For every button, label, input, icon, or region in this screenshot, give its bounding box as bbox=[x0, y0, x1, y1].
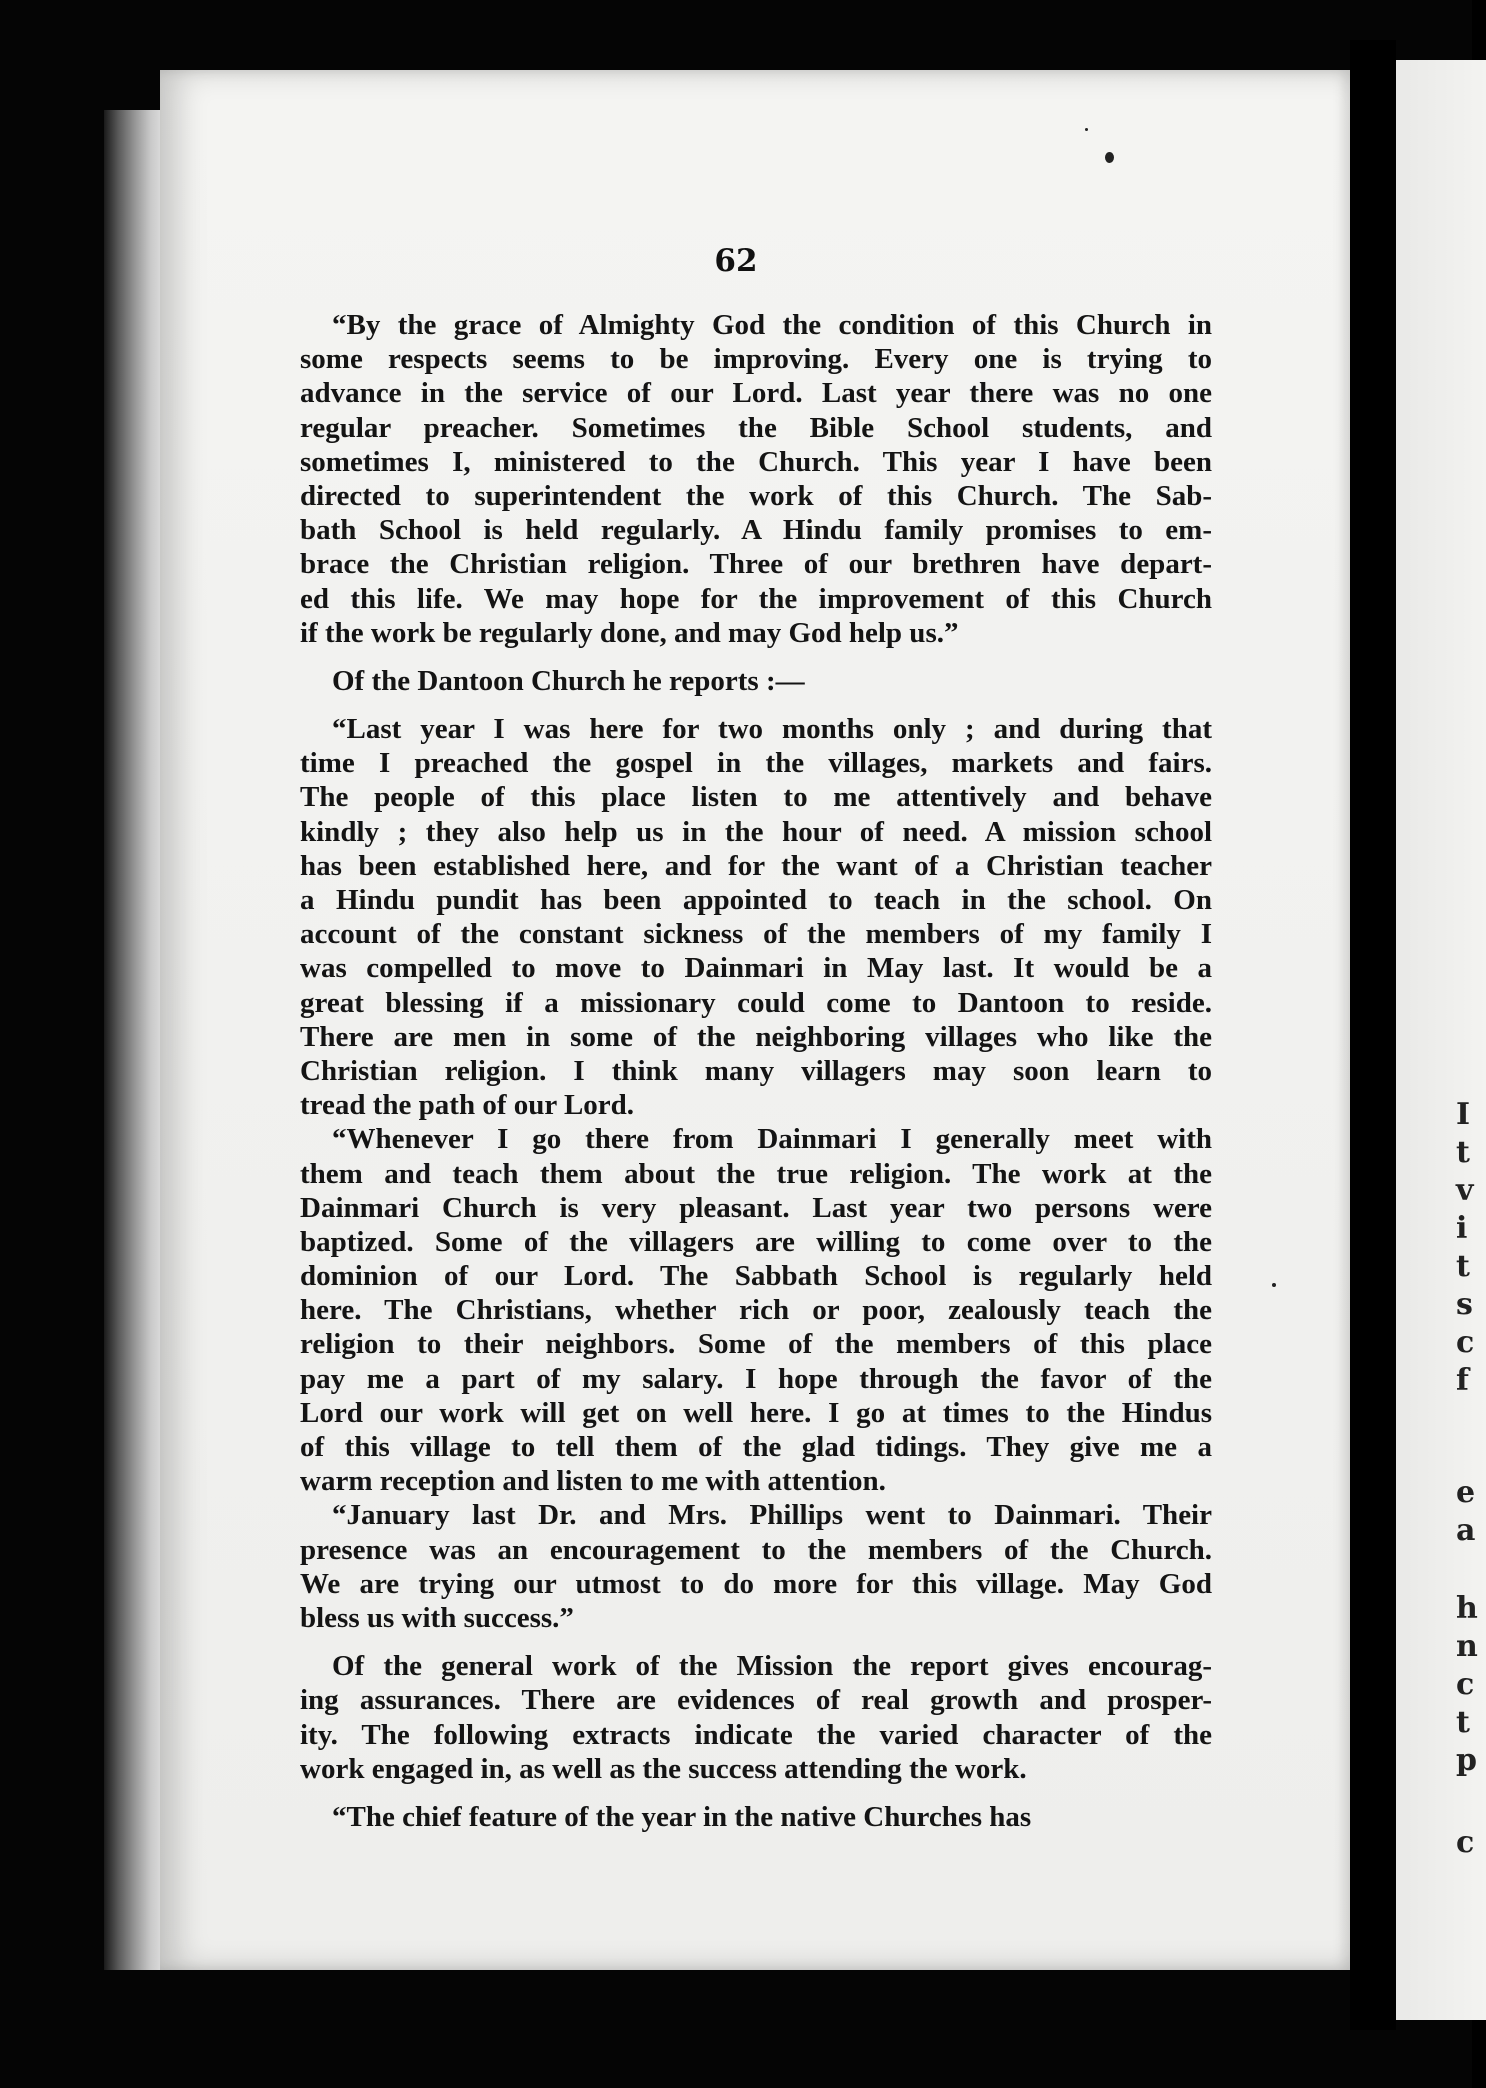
adjacent-page-fragment: c bbox=[1456, 1667, 1475, 1702]
adjacent-page-edge bbox=[1396, 60, 1486, 2020]
text-line: of this village to tell them of the glad tidings. They give me a bbox=[300, 1431, 1212, 1463]
adjacent-page-fragment: f bbox=[1456, 1363, 1469, 1398]
ink-speck bbox=[1105, 152, 1114, 163]
text-line: “By the grace of Almighty God the condition of this Church in bbox=[332, 309, 1212, 341]
page-number: 62 bbox=[714, 243, 758, 279]
paragraph-p2 bbox=[300, 664, 1212, 698]
paragraph-p6 bbox=[300, 1649, 1212, 1786]
text-line: pay me a part of my salary. I hope through the favor of the bbox=[300, 1362, 1212, 1395]
text-line: religion to their neighbors. Some of the members of this place bbox=[300, 1328, 1212, 1361]
text-line: “The chief feature of the year in the native Churches has bbox=[332, 1800, 1032, 1833]
text-line: directed to superintendent the work of this Church. The Sab- bbox=[300, 479, 1212, 512]
adjacent-page-fragment: c bbox=[1456, 1825, 1475, 1860]
text-line: them and teach them about the true religion. The work at the bbox=[300, 1157, 1212, 1190]
page-gutter bbox=[1350, 40, 1396, 2030]
text-line: dominion of our Lord. The Sabbath School is regularly held bbox=[300, 1260, 1212, 1293]
text-line: time I preached the gospel in the villages, markets and fairs. bbox=[300, 747, 1212, 780]
adjacent-page-fragment: h bbox=[1456, 1591, 1478, 1626]
text-line: account of the constant sickness of the members of my family I bbox=[300, 918, 1212, 951]
text-line: has been established here, and for the want of a Christian teacher bbox=[300, 849, 1212, 882]
page-body bbox=[300, 308, 1212, 1834]
text-line: advance in the service of our Lord. Last year there was no one bbox=[300, 377, 1212, 410]
text-line: regular preacher. Sometimes the Bible School students, and bbox=[300, 411, 1212, 444]
text-line: The people of this place listen to me attentively and behave bbox=[300, 781, 1212, 814]
text-line: warm reception and listen to me with attention. bbox=[300, 1465, 886, 1498]
paragraph-gap bbox=[300, 1786, 1212, 1800]
adjacent-page-fragment: s bbox=[1456, 1287, 1473, 1322]
paragraph-p3 bbox=[300, 712, 1212, 1122]
text-line: “Whenever I go there from Dainmari I generally meet with bbox=[332, 1123, 1212, 1156]
text-line: bath School is held regularly. A Hindu family promises to em- bbox=[300, 514, 1212, 547]
adjacent-page-fragment: e bbox=[1456, 1475, 1476, 1510]
text-line: Of the general work of the Mission the report gives encourag- bbox=[332, 1650, 1212, 1683]
text-line: presence was an encouragement to the members of the Church. bbox=[300, 1533, 1212, 1566]
text-line: great blessing if a missionary could come to Dantoon to reside. bbox=[300, 986, 1212, 1019]
paragraph-gap bbox=[300, 650, 1212, 664]
text-line: “January last Dr. and Mrs. Phillips went to Dainmari. Their bbox=[332, 1499, 1212, 1532]
text-line: Of the Dantoon Church he reports :— bbox=[332, 664, 805, 697]
text-line: brace the Christian religion. Three of our brethren have depart- bbox=[300, 548, 1212, 581]
adjacent-page-fragment: t bbox=[1456, 1249, 1470, 1284]
text-line: Lord our work will get on well here. I go at times to the Hindus bbox=[300, 1396, 1212, 1429]
text-line: work engaged in, as well as the success attending the work. bbox=[300, 1752, 1027, 1785]
book-binding-edge bbox=[104, 110, 162, 1970]
adjacent-page-fragment: t bbox=[1456, 1705, 1470, 1740]
text-line: was compelled to move to Dainmari in May last. It would be a bbox=[300, 952, 1212, 985]
adjacent-page-fragment: i bbox=[1456, 1211, 1468, 1246]
text-line: baptized. Some of the villagers are willing to come over to the bbox=[300, 1225, 1212, 1258]
paragraph-p7 bbox=[300, 1800, 1212, 1834]
text-line: ing assurances. There are evidences of real growth and prosper- bbox=[300, 1684, 1212, 1717]
text-line: here. The Christians, whether rich or poor, zealously teach the bbox=[300, 1294, 1212, 1327]
text-line: a Hindu pundit has been appointed to teach in the school. On bbox=[300, 884, 1212, 916]
paragraph-p4 bbox=[300, 1122, 1212, 1498]
paragraph-p5 bbox=[300, 1498, 1212, 1635]
text-line: if the work be regularly done, and may God help us.” bbox=[300, 616, 959, 649]
text-line: We are trying our utmost to do more for this village. May God bbox=[300, 1567, 1212, 1600]
paragraph-p1 bbox=[300, 308, 1212, 650]
adjacent-page-fragment: v bbox=[1456, 1173, 1474, 1208]
paragraph-gap bbox=[300, 698, 1212, 712]
text-line: ed this life. We may hope for the improvement of this Church bbox=[300, 582, 1212, 615]
text-line: some respects seems to be improving. Every one is trying to bbox=[300, 343, 1212, 376]
text-line: tread the path of our Lord. bbox=[300, 1089, 635, 1122]
ink-speck bbox=[1085, 128, 1088, 131]
text-line: sometimes I, ministered to the Church. This year I have been bbox=[300, 445, 1212, 478]
text-line: kindly ; they also help us in the hour of need. A mission school bbox=[300, 815, 1212, 848]
adjacent-page-fragment: c bbox=[1456, 1325, 1475, 1360]
adjacent-page-fragment: n bbox=[1456, 1629, 1478, 1664]
text-line: There are men in some of the neighboring villages who like the bbox=[300, 1020, 1212, 1053]
text-line: Dainmari Church is very pleasant. Last year two persons were bbox=[300, 1191, 1212, 1224]
ink-speck bbox=[1272, 1283, 1276, 1287]
text-line: bless us with success.” bbox=[300, 1601, 574, 1634]
adjacent-page-fragment: a bbox=[1456, 1513, 1476, 1548]
adjacent-page-fragment: t bbox=[1456, 1135, 1470, 1170]
text-line: Christian religion. I think many villagers may soon learn to bbox=[300, 1054, 1212, 1087]
text-line: “Last year I was here for two months only ; and during that bbox=[332, 713, 1212, 746]
paragraph-gap bbox=[300, 1635, 1212, 1649]
adjacent-page-fragment: p bbox=[1456, 1743, 1477, 1778]
text-line: ity. The following extracts indicate the varied character of the bbox=[300, 1718, 1212, 1751]
adjacent-page-fragment: I bbox=[1456, 1097, 1471, 1132]
